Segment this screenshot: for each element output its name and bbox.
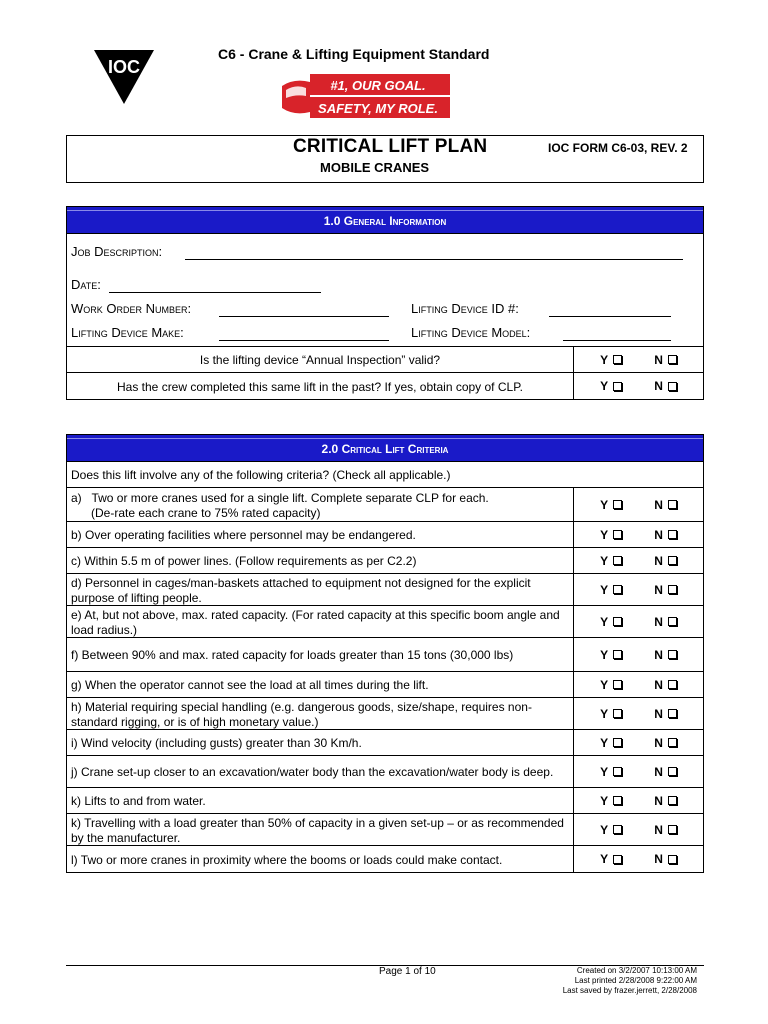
yes-no-options xyxy=(573,488,703,521)
criteria-text: d) Personnel in cages/man-baskets attached to equipment not designed for the explicit purpose of lifting people. xyxy=(71,575,534,605)
form-id: IOC FORM C6-03, REV. 2 xyxy=(548,141,688,155)
section-number: 1.0 xyxy=(323,214,341,228)
created-date: Created on 3/2/2007 10:13:00 AM xyxy=(576,966,697,975)
criteria-text: g) When the operator cannot see the load at all times during the lift. xyxy=(71,678,429,692)
criteria-text: c) Within 5.5 m of power lines. (Follow requirements as per C2.2) xyxy=(71,554,417,568)
section-title: Critical Lift Criteria xyxy=(341,442,449,456)
section-critical-lift-criteria xyxy=(66,434,704,873)
yes-no-options xyxy=(573,522,703,547)
no-checkbox[interactable]: N xyxy=(654,707,677,721)
yes-checkbox[interactable]: Y xyxy=(600,765,622,779)
criteria-text: j) Crane set-up closer to an excavation/water body than the excavation/water body is deep. xyxy=(71,765,554,779)
no-checkbox[interactable]: N xyxy=(654,852,677,866)
section-header xyxy=(67,207,703,234)
question-row xyxy=(67,373,703,399)
yes-no-options xyxy=(573,548,703,573)
criteria-row xyxy=(67,522,703,548)
no-checkbox[interactable]: N xyxy=(654,823,677,837)
no-checkbox[interactable]: N xyxy=(654,615,677,629)
yes-no-options xyxy=(573,672,703,697)
criteria-row xyxy=(67,846,703,872)
yes-no-options xyxy=(573,788,703,813)
section-number: 2.0 xyxy=(321,442,339,456)
form-title: CRITICAL LIFT PLAN xyxy=(293,136,488,157)
criteria-row xyxy=(67,698,703,730)
criteria-row xyxy=(67,606,703,638)
no-checkbox[interactable]: N xyxy=(654,379,677,393)
yes-checkbox[interactable]: Y xyxy=(600,707,622,721)
no-checkbox[interactable]: N xyxy=(654,736,677,750)
no-checkbox[interactable]: N xyxy=(654,794,677,808)
yes-checkbox[interactable]: Y xyxy=(600,823,622,837)
page-number: Page 1 of 10 xyxy=(379,966,436,977)
form-subtitle: MOBILE CRANES xyxy=(320,160,430,175)
yes-checkbox[interactable]: Y xyxy=(600,615,622,629)
criteria-row xyxy=(67,788,703,814)
criteria-text: h) Material requiring special handling (e.g. dangerous goods, size/shape, requires non-standard rigging, or is of high monetary value.) xyxy=(71,699,532,729)
criteria-text: f) Between 90% and max. rated capacity for loads greater than 15 tons (30,000 lbs) xyxy=(71,648,514,662)
criteria-row xyxy=(67,638,703,672)
criteria-row xyxy=(67,574,703,606)
no-checkbox[interactable]: N xyxy=(654,583,677,597)
job-description-label: Job Description: xyxy=(71,244,163,259)
criteria-row xyxy=(67,548,703,574)
ioc-logo xyxy=(92,46,156,106)
yes-checkbox[interactable]: Y xyxy=(600,379,622,393)
yes-no-options xyxy=(573,638,703,671)
general-info-fields xyxy=(67,234,703,347)
device-model-label: Lifting Device Model: xyxy=(411,325,531,340)
section-header xyxy=(67,435,703,462)
device-make-label: Lifting Device Make: xyxy=(71,325,184,340)
yes-checkbox[interactable]: Y xyxy=(600,353,622,367)
yes-no-options xyxy=(573,606,703,637)
criteria-text: e) At, but not above, max. rated capacity. (For rated capacity at this specific boom angle and load radius.) xyxy=(71,607,564,637)
date-label: Date: xyxy=(71,277,101,292)
criteria-text: k) Travelling with a load greater than 50% of capacity in a given set-up – or as recommended by the manufacturer. xyxy=(71,815,568,845)
saved-by: Last saved by frazer.jerrett, 2/28/2008 xyxy=(562,986,697,995)
yes-checkbox[interactable]: Y xyxy=(600,678,622,692)
yes-checkbox[interactable]: Y xyxy=(600,583,622,597)
question-text: Has the crew completed this same lift in the past? If yes, obtain copy of CLP. xyxy=(117,379,523,394)
yes-checkbox[interactable]: Y xyxy=(600,794,622,808)
no-checkbox[interactable]: N xyxy=(654,648,677,662)
criteria-row xyxy=(67,756,703,788)
yes-checkbox[interactable]: Y xyxy=(600,528,622,542)
device-id-label: Lifting Device ID #: xyxy=(411,301,519,316)
no-checkbox[interactable]: N xyxy=(654,353,677,367)
date-field[interactable] xyxy=(109,292,321,293)
document-metadata xyxy=(520,966,697,996)
no-checkbox[interactable]: N xyxy=(654,678,677,692)
device-make-field[interactable] xyxy=(219,340,389,341)
yes-checkbox[interactable]: Y xyxy=(600,852,622,866)
yes-no-options xyxy=(573,698,703,729)
work-order-label: Work Order Number: xyxy=(71,301,192,316)
question-row xyxy=(67,347,703,373)
yes-no-options xyxy=(573,846,703,872)
yes-no-options xyxy=(573,814,703,845)
criteria-intro: Does this lift involve any of the following criteria? (Check all applicable.) xyxy=(71,468,451,482)
safety-slogan-banner xyxy=(280,72,452,120)
yes-checkbox[interactable]: Y xyxy=(600,736,622,750)
yes-no-options xyxy=(573,574,703,605)
printed-date: Last printed 2/28/2008 9:22:00 AM xyxy=(574,976,697,985)
standard-title: C6 - Crane & Lifting Equipment Standard xyxy=(218,46,490,62)
no-checkbox[interactable]: N xyxy=(654,554,677,568)
yes-no-options xyxy=(573,373,703,399)
criteria-row xyxy=(67,730,703,756)
no-checkbox[interactable]: N xyxy=(654,528,677,542)
yes-no-options xyxy=(573,347,703,372)
criteria-text: b) Over operating facilities where personnel may be endangered. xyxy=(71,528,416,542)
no-checkbox[interactable]: N xyxy=(654,498,677,512)
no-checkbox[interactable]: N xyxy=(654,765,677,779)
criteria-row xyxy=(67,814,703,846)
slogan-line2: SAFETY, MY ROLE. xyxy=(318,101,438,116)
device-id-field[interactable] xyxy=(549,316,671,317)
work-order-field[interactable] xyxy=(219,316,389,317)
section-title: General Information xyxy=(343,214,447,228)
criteria-row xyxy=(67,672,703,698)
job-description-field[interactable] xyxy=(185,259,683,260)
criteria-text: l) Two or more cranes in proximity where the booms or loads could make contact. xyxy=(71,852,503,867)
slogan-line1: #1, OUR GOAL. xyxy=(330,78,426,93)
criteria-text: a) Two or more cranes used for a single lift. Complete separate CLP for each. (De-rate each crane to 75% rated capacity) xyxy=(71,490,489,520)
yes-no-options xyxy=(573,756,703,787)
section-general-information xyxy=(66,206,704,400)
yes-checkbox[interactable]: Y xyxy=(600,498,622,512)
yes-no-options xyxy=(573,730,703,755)
criteria-intro-row xyxy=(67,462,703,488)
yes-checkbox[interactable]: Y xyxy=(600,554,622,568)
logo-text: IOC xyxy=(107,57,141,77)
criteria-text: i) Wind velocity (including gusts) greater than 30 Km/h. xyxy=(71,736,362,750)
device-model-field[interactable] xyxy=(563,340,671,341)
criteria-text: k) Lifts to and from water. xyxy=(71,794,206,808)
criteria-row xyxy=(67,488,703,522)
question-text: Is the lifting device “Annual Inspection” valid? xyxy=(199,353,441,367)
yes-checkbox[interactable]: Y xyxy=(600,648,622,662)
